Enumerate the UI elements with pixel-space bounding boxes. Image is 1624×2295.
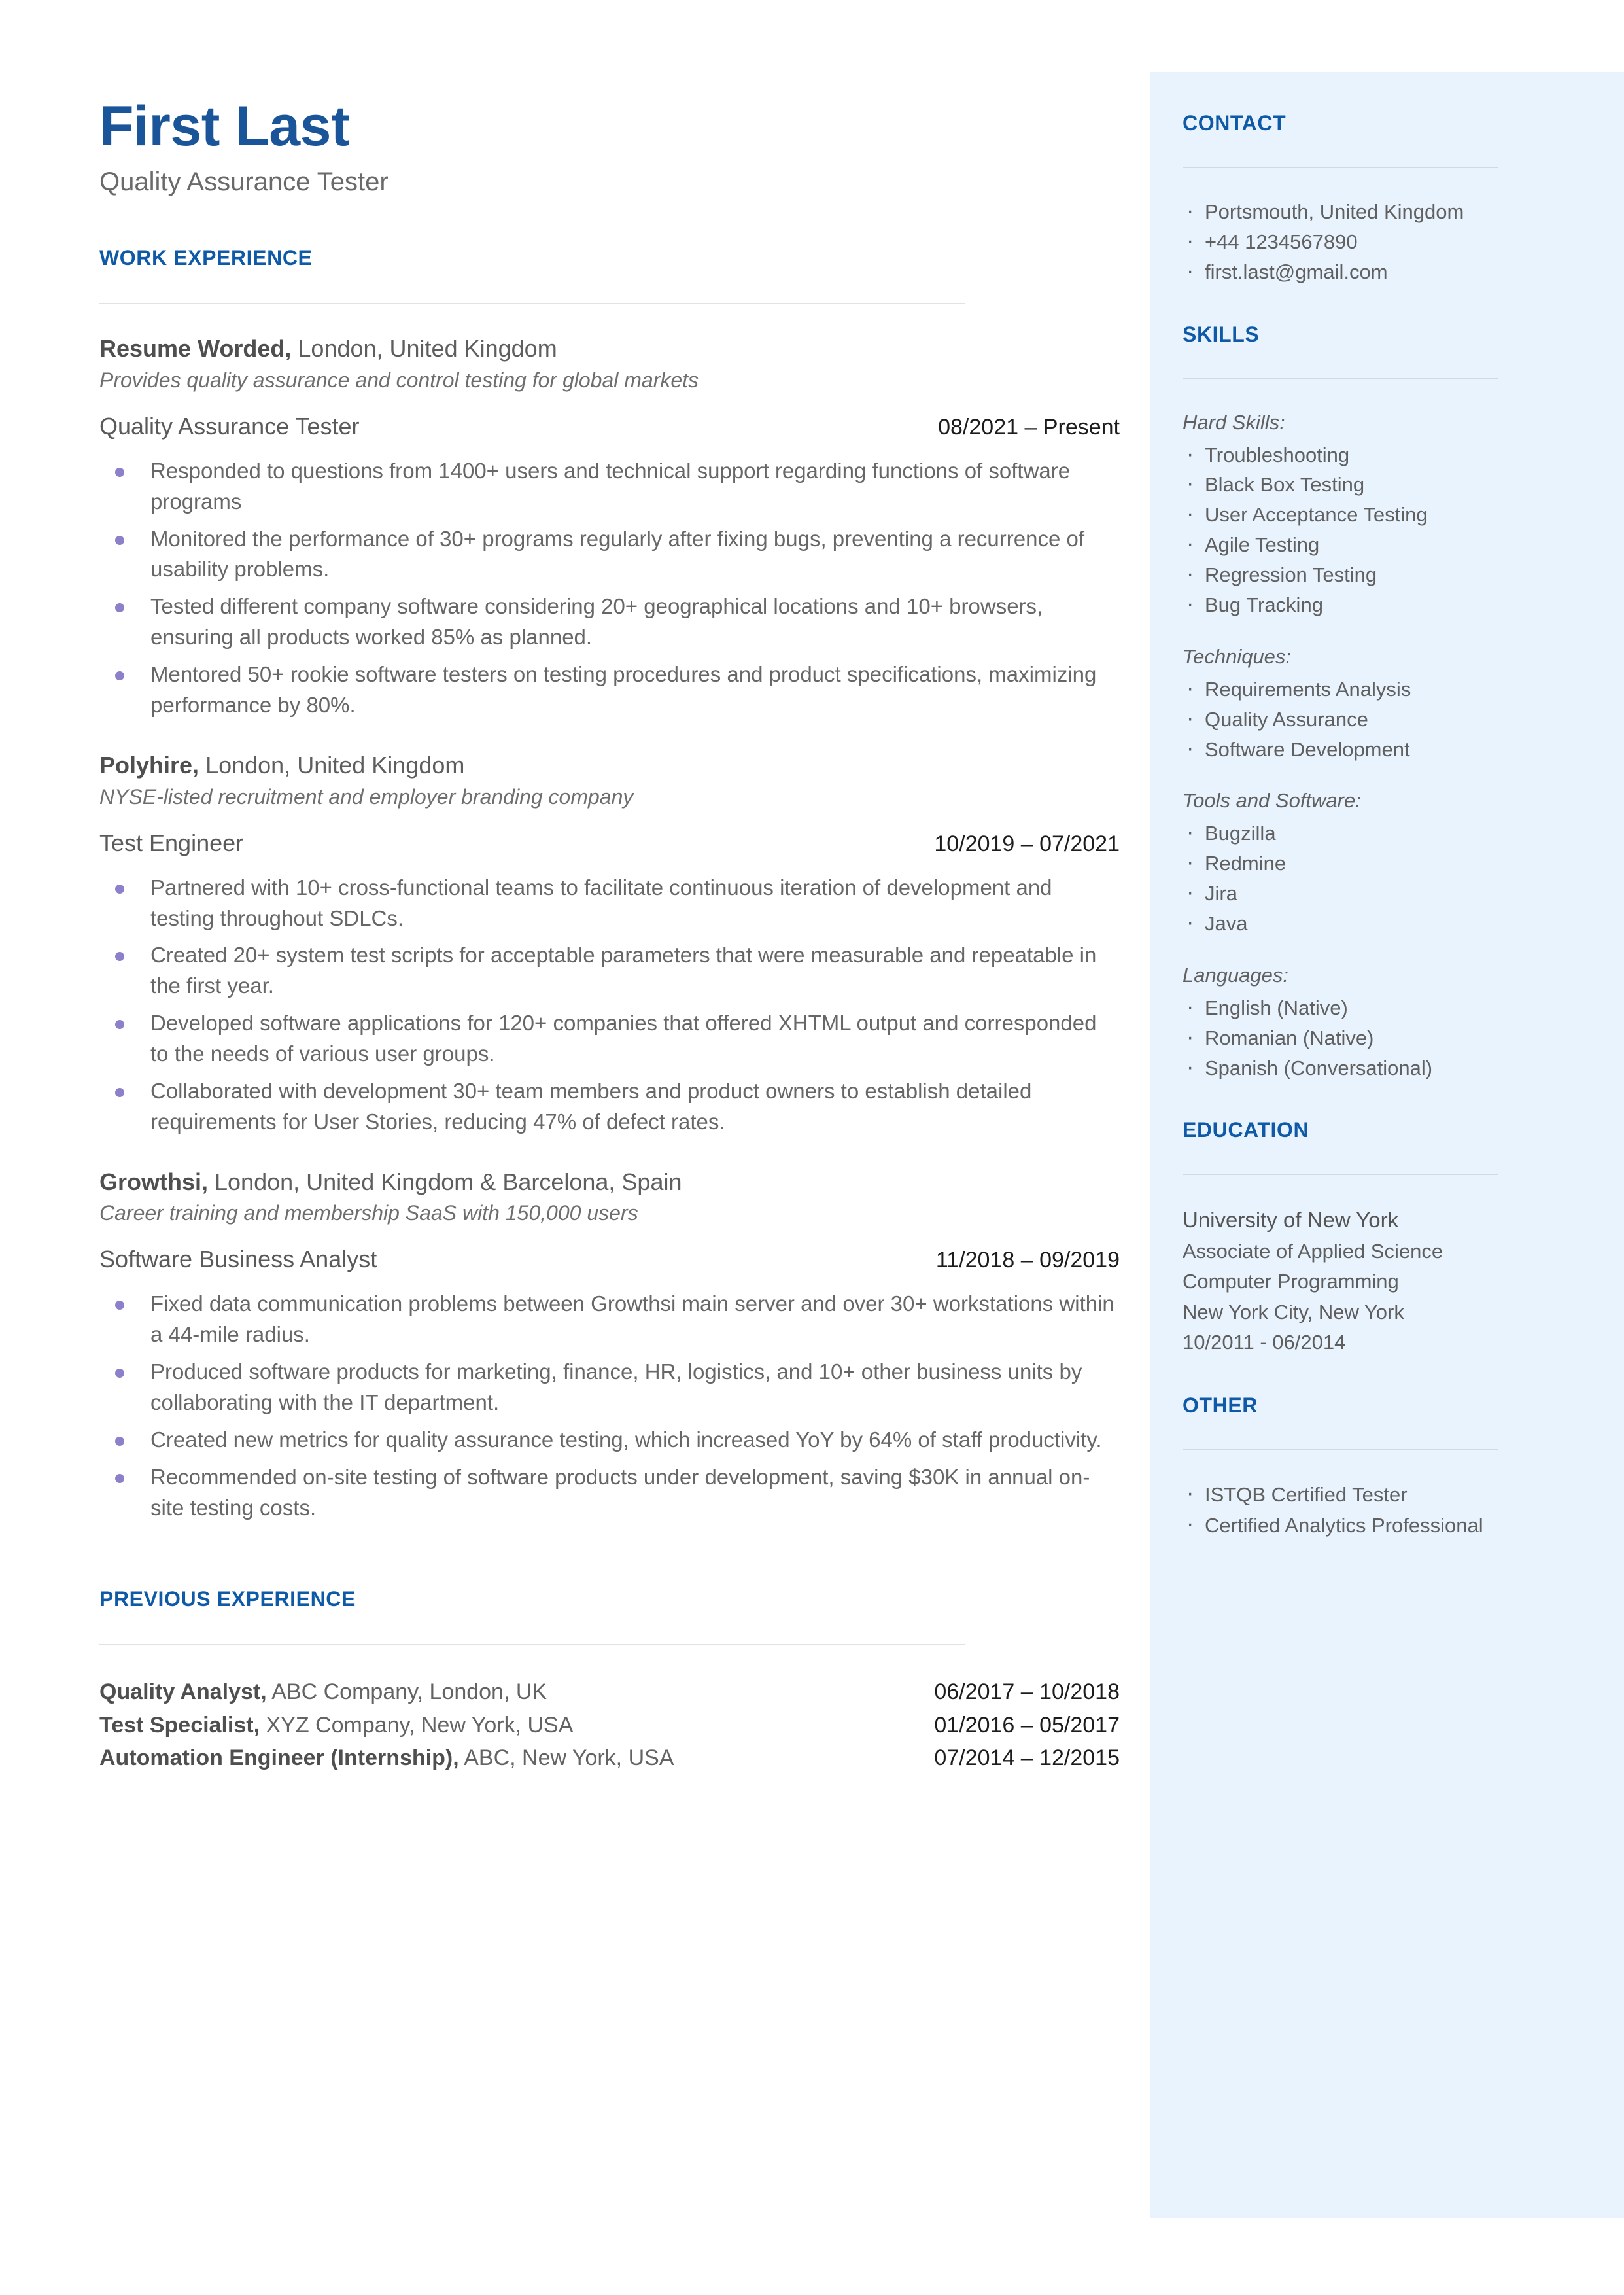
company-location: London, United Kingdom & Barcelona, Spain [208,1168,682,1195]
education-location: New York City, New York [1183,1300,1404,1323]
skill-group-label: Tools and Software: [1183,789,1361,813]
work-experience-divider [99,303,965,304]
page-title: First Last [99,95,350,158]
role-title: Software Business Analyst [99,1246,377,1273]
contact-list [1183,197,1578,287]
list-item: · Certified Analytics Professional [1183,1510,1578,1541]
company-line [99,1168,1120,1197]
list-item: Fixed data communication problems between Growthsi main server and over 30+ workstations within a 44-mile radius. [99,1289,1120,1350]
skill-group-label: Hard Skills: [1183,410,1285,434]
list-item: · Spanish (Conversational) [1183,1053,1578,1083]
skill-list [1183,440,1578,620]
list-item: Created 20+ system test scripts for acceptable parameters that were measurable and repeatable in the first year. [99,940,1120,1002]
sidebar [1150,72,1624,2218]
list-item: · Agile Testing [1183,530,1578,560]
skill-group-label: Languages: [1183,963,1289,987]
other-list [1183,1479,1578,1541]
role-row [99,413,1120,440]
list-item: · Bugzilla [1183,818,1578,849]
bullet-list [99,456,1120,721]
list-item: · Romanian (Native) [1183,1023,1578,1053]
previous-experience-list [99,1675,1120,1774]
education-field: Computer Programming [1183,1270,1399,1293]
prev-role-cell [99,1742,674,1774]
list-item: · Regression Testing [1183,560,1578,590]
table-row [99,1675,1120,1708]
list-item: · Jira [1183,879,1578,909]
previous-experience-heading: PREVIOUS EXPERIENCE [99,1587,356,1611]
skill-group-hard-skills [1183,408,1578,620]
role-title: Test Engineer [99,829,244,856]
company-blurb: Career training and membership SaaS with 150,000 users [99,1201,638,1225]
role-title: Quality Assurance Tester [99,412,360,440]
other-divider [1183,1449,1498,1450]
education-divider [1183,1174,1498,1175]
list-item: Tested different company software considering 20+ geographical locations and 10+ browsers, ensuring all products worked 85% as planned. [99,591,1120,653]
company-name: Growthsi, [99,1168,209,1195]
job-entry [99,1168,1120,1524]
skill-group-label: Techniques: [1183,644,1292,668]
list-item: · Software Development [1183,735,1578,765]
list-item: · English (Native) [1183,993,1578,1023]
bullet-list [99,1289,1120,1523]
role-row [99,830,1120,857]
contact-section [1183,111,1578,287]
previous-experience-divider [99,1644,965,1645]
table-row [99,1742,1120,1774]
list-item: Monitored the performance of 30+ programs regularly after fixing bugs, preventing a recurrence of usability problems. [99,524,1120,586]
main-column [99,95,1120,1774]
company-blurb: NYSE-listed recruitment and employer branding company [99,784,634,809]
skills-divider [1183,378,1498,379]
list-item: · Bug Tracking [1183,590,1578,620]
skill-group-tools-and-software [1183,786,1578,938]
list-item: Partnered with 10+ cross-functional teams to facilitate continuous iteration of development and testing throughout SDLCs. [99,873,1120,934]
prev-role-detail: XYZ Company, New York, USA [260,1712,574,1738]
list-item: Collaborated with development 30+ team members and product owners to establish detailed requirements for User Stories, reducing 47% of defect rates. [99,1076,1120,1138]
prev-role-cell [99,1709,573,1742]
company-name: Resume Worded, [99,335,292,362]
company-line [99,334,1120,363]
skill-group-techniques [1183,642,1578,765]
skills-heading: SKILLS [1183,322,1260,346]
education-dates: 10/2011 - 06/2014 [1183,1331,1346,1354]
prev-role-dates: 01/2016 – 05/2017 [934,1712,1120,1738]
skill-list [1183,818,1578,939]
job-entry [99,751,1120,1138]
list-item: Developed software applications for 120+ companies that offered XHTML output and corresponded to the needs of various user groups. [99,1008,1120,1070]
list-item: · Java [1183,909,1578,939]
list-item: · Portsmouth, United Kingdom [1183,197,1578,227]
list-item: · User Acceptance Testing [1183,500,1578,530]
table-row [99,1709,1120,1742]
work-experience-heading: WORK EXPERIENCE [99,246,313,270]
company-line [99,751,1120,780]
prev-role-detail: ABC Company, London, UK [266,1679,547,1705]
company-location: London, United Kingdom [199,751,465,779]
education-heading: EDUCATION [1183,1118,1309,1142]
list-item: · ISTQB Certified Tester [1183,1479,1578,1510]
list-item: Mentored 50+ rookie software testers on testing procedures and product specifications, maximizing performance by 80%. [99,659,1120,721]
list-item: · Troubleshooting [1183,440,1578,470]
contact-heading: CONTACT [1183,111,1287,135]
other-heading: OTHER [1183,1393,1258,1417]
role-dates: 08/2021 – Present [938,414,1120,440]
headline: Quality Assurance Tester [99,167,389,196]
prev-role-dates: 06/2017 – 10/2018 [934,1679,1120,1705]
education-section [1183,1118,1578,1358]
education-school: University of New York [1183,1208,1399,1233]
spacer [99,1553,1120,1587]
role-dates: 11/2018 – 09/2019 [935,1248,1120,1273]
list-item: · Redmine [1183,849,1578,879]
skill-list [1183,993,1578,1083]
list-item: Created new metrics for quality assurance testing, which increased YoY by 64% of staff productivity. [99,1425,1120,1456]
job-entry [99,334,1120,721]
contact-divider [1183,167,1498,168]
role-dates: 10/2019 – 07/2021 [934,831,1120,856]
skill-group-languages [1183,961,1578,1083]
prev-role-cell [99,1675,547,1708]
list-item: Produced software products for marketing, finance, HR, logistics, and 10+ other business units by collaborating with the IT department. [99,1357,1120,1418]
list-item: · Requirements Analysis [1183,674,1578,705]
prev-role-dates: 07/2014 – 12/2015 [934,1745,1120,1771]
list-item: · Black Box Testing [1183,470,1578,500]
prev-role-title: Automation Engineer (Internship), [99,1745,459,1771]
list-item: · first.last@gmail.com [1183,257,1578,287]
role-row [99,1246,1120,1273]
company-blurb: Provides quality assurance and control testing for global markets [99,368,699,392]
company-name: Polyhire, [99,751,199,779]
skills-section [1183,323,1578,1083]
prev-role-title: Quality Analyst, [99,1679,267,1705]
list-item: · Quality Assurance [1183,705,1578,735]
education-degree: Associate of Applied Science [1183,1239,1443,1263]
prev-role-title: Test Specialist, [99,1712,260,1738]
prev-role-detail: ABC, New York, USA [458,1745,674,1771]
list-item: · +44 1234567890 [1183,227,1578,257]
bullet-list [99,873,1120,1138]
list-item: Recommended on-site testing of software products under development, saving $30K in annual on-site testing costs. [99,1462,1120,1524]
list-item: Responded to questions from 1400+ users and technical support regarding functions of software programs [99,456,1120,517]
skill-list [1183,674,1578,765]
company-location: London, United Kingdom [291,335,557,362]
other-section [1183,1393,1578,1541]
